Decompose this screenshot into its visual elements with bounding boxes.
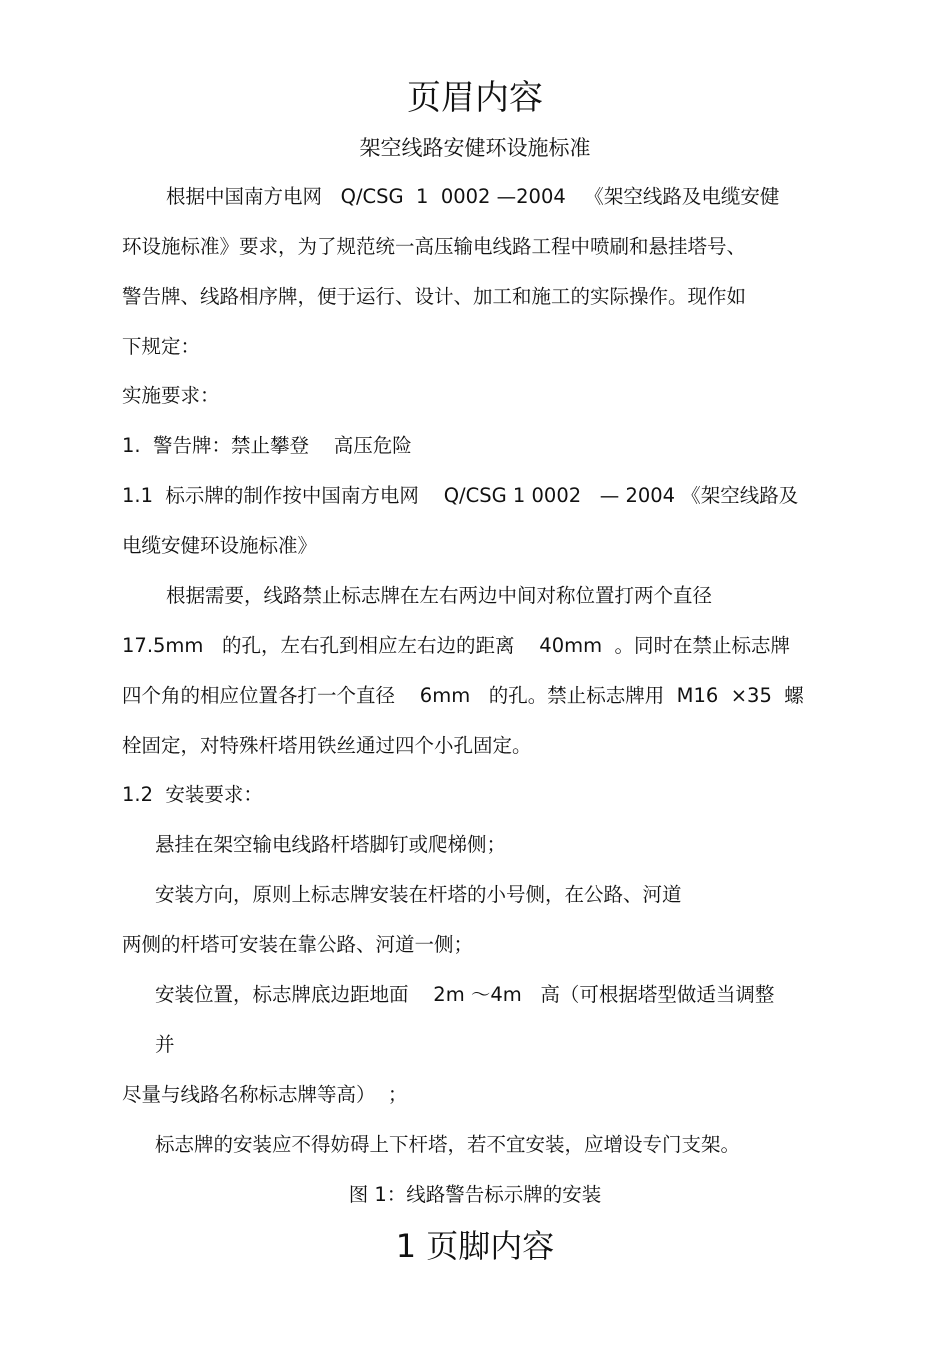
paragraph-line: 并: [155, 1033, 175, 1056]
paragraph-line: 四个角的相应位置各打一个直径 6mm 的孔。禁止标志牌用 M16 ×35 螺: [122, 684, 804, 707]
paragraph-line: 尽量与线路名称标志牌等高） ；: [122, 1083, 408, 1106]
paragraph-line: 17.5mm 的孔，左右孔到相应左右边的距离 40mm 。同时在禁止标志牌: [122, 634, 790, 657]
paragraph-line: 下规定：: [122, 335, 201, 358]
section-heading: 1. 警告牌：禁止攀登 高压危险: [122, 434, 412, 457]
paragraph-line: 两侧的杆塔可安装在靠公路、河道一侧；: [122, 933, 474, 956]
paragraph-line: 栓固定，对特殊杆塔用铁丝通过四个小孔固定。: [122, 734, 532, 757]
section-heading: 实施要求：: [122, 384, 220, 407]
page-header: 页眉内容: [407, 78, 543, 118]
paragraph-line: 根据需要，线路禁止标志牌在左右两边中间对称位置打两个直径: [166, 584, 713, 607]
figure-caption: 图 1：线路警告标示牌的安装: [348, 1183, 602, 1206]
paragraph-line: 警告牌、线路相序牌，便于运行、设计、加工和施工的实际操作。现作如: [122, 285, 747, 308]
paragraph-line: 根据中国南方电网 Q/CSG 1 0002 —2004 《架空线路及电缆安健: [166, 185, 780, 208]
paragraph-line: 环设施标准》要求，为了规范统一高压输电线路工程中喷刷和悬挂塔号、: [122, 235, 747, 258]
paragraph-line: 标志牌的安装应不得妨碍上下杆塔，若不宜安装，应增设专门支架。: [155, 1133, 741, 1156]
paragraph-line: 安装方向，原则上标志牌安装在杆塔的小号侧，在公路、河道: [155, 883, 682, 906]
section-heading: 1.2 安装要求：: [122, 783, 263, 806]
paragraph-line: 安装位置，标志牌底边距地面 2m ～4m 高（可根据塔型做适当调整: [155, 983, 775, 1006]
document-title: 架空线路安健环设施标准: [359, 136, 591, 160]
page-footer: 1 页脚内容: [395, 1227, 555, 1265]
paragraph-line: 电缆安健环设施标准》: [122, 534, 318, 557]
paragraph-line: 悬挂在架空输电线路杆塔脚钉或爬梯侧；: [155, 833, 507, 856]
paragraph-line: 1.1 标示牌的制作按中国南方电网 Q/CSG 1 0002 — 2004 《架空线路及: [122, 484, 799, 507]
